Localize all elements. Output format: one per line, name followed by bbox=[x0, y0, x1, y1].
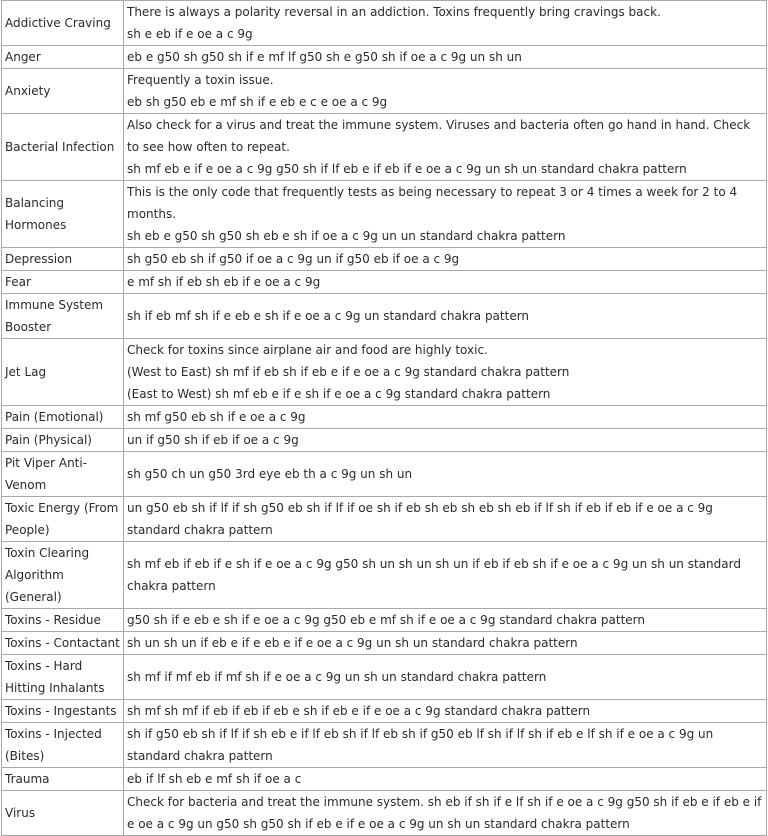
table-row bbox=[2, 406, 767, 429]
table-row bbox=[2, 723, 767, 768]
row-label: Anxiety bbox=[2, 69, 124, 114]
row-content bbox=[124, 339, 767, 406]
row-label: Immune System Booster bbox=[2, 294, 124, 339]
table-row bbox=[2, 542, 767, 609]
row-content bbox=[124, 181, 767, 248]
table-row bbox=[2, 69, 767, 114]
row-content bbox=[124, 700, 767, 723]
table-row bbox=[2, 452, 767, 497]
row-label: Pit Viper Anti-Venom bbox=[2, 452, 124, 497]
table-row bbox=[2, 632, 767, 655]
content-line: Frequently a toxin issue. bbox=[127, 73, 274, 87]
row-content bbox=[124, 69, 767, 114]
table-row bbox=[2, 1, 767, 46]
content-line: sh mf if mf eb if mf sh if e oe a c 9g un sh un standard chakra pattern bbox=[127, 670, 547, 684]
row-label: Addictive Craving bbox=[2, 1, 124, 46]
table-row bbox=[2, 181, 767, 248]
table-row bbox=[2, 700, 767, 723]
content-line: Check for bacteria and treat the immune system. sh eb if sh if e lf sh if e oe a c 9g g50 sh if eb e if eb e if e oe a c 9g un g50 sh g50 sh if eb e if e oe a c 9g un sh un standard chakra pattern bbox=[127, 795, 762, 831]
row-content bbox=[124, 429, 767, 452]
row-content bbox=[124, 768, 767, 791]
row-label: Pain (Physical) bbox=[2, 429, 124, 452]
content-line: There is always a polarity reversal in an addiction. Toxins frequently bring cravings back. bbox=[127, 5, 661, 19]
content-line: e mf sh if eb sh eb if e oe a c 9g bbox=[127, 275, 321, 289]
row-content bbox=[124, 497, 767, 542]
content-line: sh mf g50 eb sh if e oe a c 9g bbox=[127, 410, 306, 424]
row-content bbox=[124, 791, 767, 836]
table-row bbox=[2, 114, 767, 181]
row-label: Toxins - Ingestants bbox=[2, 700, 124, 723]
row-label: Balancing Hormones bbox=[2, 181, 124, 248]
content-line: sh e eb if e oe a c 9g bbox=[127, 27, 253, 41]
content-line: sh mf eb if eb if e sh if e oe a c 9g g50 sh un sh un sh un if eb if eb sh if e oe a c 9g un sh un standard chakra pattern bbox=[127, 557, 741, 593]
row-label: Toxins - Injected (Bites) bbox=[2, 723, 124, 768]
row-content bbox=[124, 1, 767, 46]
row-label: Toxins - Hard Hitting Inhalants bbox=[2, 655, 124, 700]
row-label: Pain (Emotional) bbox=[2, 406, 124, 429]
content-line: sh if eb mf sh if e eb e sh if e oe a c 9g un standard chakra pattern bbox=[127, 309, 530, 323]
table-row bbox=[2, 609, 767, 632]
table-row bbox=[2, 46, 767, 69]
row-content bbox=[124, 723, 767, 768]
row-content bbox=[124, 248, 767, 271]
row-content bbox=[124, 609, 767, 632]
row-label: Toxin Clearing Algorithm (General) bbox=[2, 542, 124, 609]
table-row bbox=[2, 248, 767, 271]
row-content bbox=[124, 452, 767, 497]
row-content bbox=[124, 114, 767, 181]
content-line: (East to West) sh mf eb e if e sh if e oe a c 9g standard chakra pattern bbox=[127, 387, 551, 401]
row-content bbox=[124, 271, 767, 294]
row-label: Jet Lag bbox=[2, 339, 124, 406]
row-content bbox=[124, 46, 767, 69]
row-label: Toxins - Residue bbox=[2, 609, 124, 632]
content-line: eb e g50 sh g50 sh if e mf lf g50 sh e g50 sh if oe a c 9g un sh un bbox=[127, 50, 522, 64]
content-line: un if g50 sh if eb if oe a c 9g bbox=[127, 433, 299, 447]
content-line: (West to East) sh mf if eb sh if eb e if e oe a c 9g standard chakra pattern bbox=[127, 365, 570, 379]
table-row bbox=[2, 497, 767, 542]
content-line: sh g50 ch un g50 3rd eye eb th a c 9g un sh un bbox=[127, 467, 413, 481]
codes-table bbox=[1, 0, 767, 836]
row-content bbox=[124, 542, 767, 609]
row-label: Toxic Energy (From People) bbox=[2, 497, 124, 542]
row-content bbox=[124, 632, 767, 655]
row-label: Fear bbox=[2, 271, 124, 294]
content-line: eb if lf sh eb e mf sh if oe a c bbox=[127, 772, 302, 786]
table-row bbox=[2, 339, 767, 406]
content-line: un g50 eb sh if lf if sh g50 eb sh if lf if oe sh if eb sh eb sh eb sh eb if lf sh if eb if eb if e oe a c 9g standard chakra pattern bbox=[127, 501, 713, 537]
content-line: sh eb e g50 sh g50 sh eb e sh if oe a c 9g un un standard chakra pattern bbox=[127, 229, 566, 243]
table-row bbox=[2, 429, 767, 452]
table-row bbox=[2, 271, 767, 294]
row-content bbox=[124, 655, 767, 700]
content-line: sh mf eb e if e oe a c 9g g50 sh if lf eb e if eb if e oe a c 9g un sh un standard chakra pattern bbox=[127, 162, 687, 176]
content-line: eb sh g50 eb e mf sh if e eb e c e oe a c 9g bbox=[127, 95, 388, 109]
row-content bbox=[124, 294, 767, 339]
table-row bbox=[2, 655, 767, 700]
table-row bbox=[2, 768, 767, 791]
row-label: Depression bbox=[2, 248, 124, 271]
table-row bbox=[2, 294, 767, 339]
content-line: g50 sh if e eb e sh if e oe a c 9g g50 eb e mf sh if e oe a c 9g standard chakra pattern bbox=[127, 613, 645, 627]
row-content bbox=[124, 406, 767, 429]
content-line: sh if g50 eb sh if lf if sh eb e if lf eb sh if lf eb sh if g50 eb lf sh if lf sh if eb e lf sh if e oe a c 9g un standard chakra pattern bbox=[127, 727, 714, 763]
row-label: Virus bbox=[2, 791, 124, 836]
content-line: Check for toxins since airplane air and food are highly toxic. bbox=[127, 343, 488, 357]
content-line: sh mf sh mf if eb if eb if eb e sh if eb e if e oe a c 9g standard chakra pattern bbox=[127, 704, 591, 718]
content-line: sh g50 eb sh if g50 if oe a c 9g un if g50 eb if oe a c 9g bbox=[127, 252, 460, 266]
row-label: Toxins - Contactant bbox=[2, 632, 124, 655]
content-line: This is the only code that frequently tests as being necessary to repeat 3 or 4 times a week for 2 to 4 months. bbox=[127, 185, 738, 221]
table-row bbox=[2, 791, 767, 836]
content-line: Also check for a virus and treat the immune system. Viruses and bacteria often go hand in hand. Check to see how often to repeat. bbox=[127, 118, 751, 154]
row-label: Anger bbox=[2, 46, 124, 69]
row-label: Trauma bbox=[2, 768, 124, 791]
content-line: sh un sh un if eb e if e eb e if e oe a c 9g un sh un standard chakra pattern bbox=[127, 636, 578, 650]
row-label: Bacterial Infection bbox=[2, 114, 124, 181]
